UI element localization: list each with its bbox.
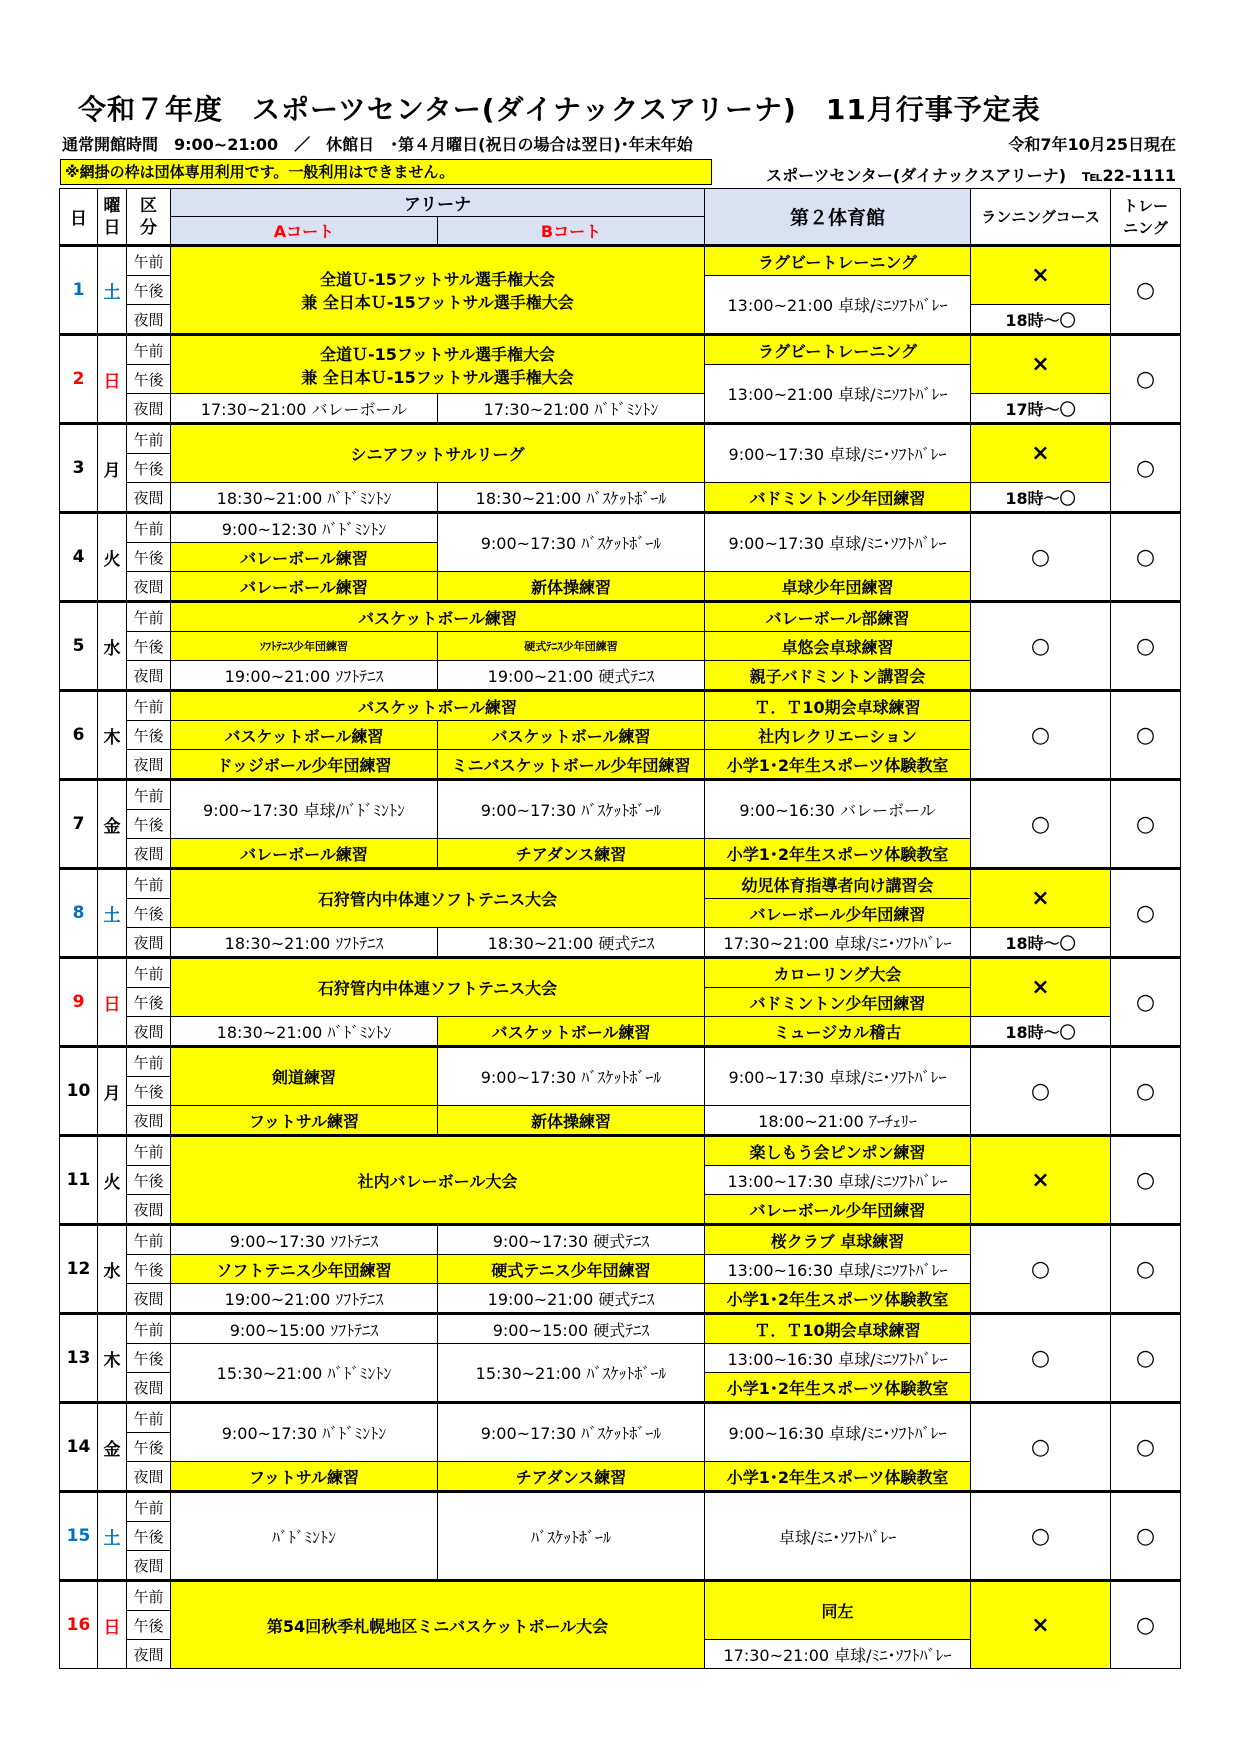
- court-a-night: 18:30~21:00 ｿﾌﾄﾃﾆｽ: [171, 928, 438, 958]
- running-status: ×: [971, 335, 1111, 394]
- period-label: 午前: [127, 1136, 171, 1166]
- day-number: 14: [60, 1403, 98, 1492]
- day-number: 11: [60, 1136, 98, 1225]
- running-status: ○: [971, 1403, 1111, 1492]
- training-status: ○: [1111, 513, 1181, 602]
- day-number: 12: [60, 1225, 98, 1314]
- court-b-night: 17:30~21:00 ﾊﾞﾄﾞﾐﾝﾄﾝ: [438, 394, 705, 424]
- arena-event: バスケットボール練習: [171, 602, 705, 632]
- table-row: [60, 246, 1181, 276]
- gym2-am: Ｔ．Ｔ10期会卓球練習: [705, 1314, 971, 1344]
- period-label: 午前: [127, 1047, 171, 1077]
- period-label: 午前: [127, 1403, 171, 1433]
- table-row: [60, 424, 1181, 454]
- period-label: 午後: [127, 1255, 171, 1284]
- table-row: [60, 780, 1181, 810]
- period-label: 夜間: [127, 1106, 171, 1136]
- running-status: ×: [971, 1136, 1111, 1225]
- table-row: [60, 513, 1181, 543]
- period-label: 夜間: [127, 839, 171, 869]
- arena-event: 石狩管内中体連ソフトテニス大会: [171, 869, 705, 928]
- arena-event: 社内バレーボール大会: [171, 1136, 705, 1225]
- col-court-a: Aコート: [171, 217, 438, 246]
- gym2-am: バレーボール部練習: [705, 602, 971, 632]
- period-label: 午後: [127, 1077, 171, 1106]
- court-b-pm: 硬式ﾃﾆｽ少年団練習: [438, 632, 705, 661]
- period-label: 午前: [127, 513, 171, 543]
- weekday: 木: [98, 1314, 127, 1403]
- opening-hours: 通常開館時間 9:00~21:00 ／ 休館日 ･第４月曜日(祝日の場合は翌日)･年末年始: [62, 135, 693, 154]
- day-number: 2: [60, 335, 98, 424]
- court-a-pm: ｿﾌﾄﾃﾆｽ少年団練習: [171, 632, 438, 661]
- col-day: 日: [60, 189, 98, 246]
- court-b-event: ﾊﾞｽｹｯﾄﾎﾞｰﾙ: [438, 1492, 705, 1581]
- court-a-night: ドッジボール少年団練習: [171, 750, 438, 780]
- arena-event: バスケットボール練習: [171, 691, 705, 721]
- gym2-am: 楽しもう会ピンポン練習: [705, 1136, 971, 1166]
- col-period: [127, 189, 171, 246]
- day-number: 13: [60, 1314, 98, 1403]
- weekday: 水: [98, 1225, 127, 1314]
- court-b-pm: 硬式テニス少年団練習: [438, 1255, 705, 1284]
- period-label: 午後: [127, 365, 171, 394]
- col-court-b: Bコート: [438, 217, 705, 246]
- training-status: ○: [1111, 424, 1181, 513]
- running-status: ×: [971, 246, 1111, 305]
- period-label: 夜間: [127, 305, 171, 335]
- col-training-label: トレー ニング: [1123, 196, 1169, 237]
- table-row: [60, 1047, 1181, 1077]
- gym2-event: 卓球/ﾐﾆ･ｿﾌﾄﾊﾞﾚｰ: [705, 1492, 971, 1581]
- period-label: 午前: [127, 1492, 171, 1522]
- court-a-pm: バスケットボール練習: [171, 721, 438, 750]
- day-number: 10: [60, 1047, 98, 1136]
- training-status: ○: [1111, 1225, 1181, 1314]
- table-row: [60, 602, 1181, 632]
- period-label: 午前: [127, 1225, 171, 1255]
- weekday: 月: [98, 424, 127, 513]
- weekday: 水: [98, 602, 127, 691]
- col-weekday: [98, 189, 127, 246]
- period-label: 午後: [127, 1522, 171, 1551]
- training-status: ○: [1111, 958, 1181, 1047]
- gym2-night: 18:00~21:00 ｱｰﾁｪﾘｰ: [705, 1106, 971, 1136]
- period-label: 午後: [127, 454, 171, 483]
- gym2-night: ミュージカル稽古: [705, 1017, 971, 1047]
- day-number: 3: [60, 424, 98, 513]
- weekday: 金: [98, 1403, 127, 1492]
- training-status: ○: [1111, 1314, 1181, 1403]
- running-status: ×: [971, 869, 1111, 928]
- gym2-pm: バレーボール少年団練習: [705, 899, 971, 928]
- court-a-night: 17:30~21:00 バレーボール: [171, 394, 438, 424]
- court-b-night: 18:30~21:00 硬式ﾃﾆｽ: [438, 928, 705, 958]
- court-a-night: 19:00~21:00 ｿﾌﾄﾃﾆｽ: [171, 661, 438, 691]
- period-label: 夜間: [127, 1551, 171, 1581]
- court-a-pm: バレーボール練習: [171, 543, 438, 572]
- arena-event: 石狩管内中体連ソフトテニス大会: [171, 958, 705, 1017]
- table-row: [60, 1492, 1181, 1522]
- court-b-pmnight: 15:30~21:00 ﾊﾞｽｹｯﾄﾎﾞｰﾙ: [438, 1344, 705, 1403]
- running-status: ×: [971, 424, 1111, 483]
- gym2-night: 小学1･2年生スポーツ体験教室: [705, 839, 971, 869]
- col-running: ランニングコース: [971, 189, 1111, 246]
- table-row: [60, 335, 1181, 365]
- table-row: [60, 1581, 1181, 1611]
- period-label: 午前: [127, 246, 171, 276]
- gym2-am: ラグビートレーニング: [705, 335, 971, 365]
- day-number: 4: [60, 513, 98, 602]
- gym2-pmnight: 13:00~21:00 卓球/ﾐﾆｿﾌﾄﾊﾞﾚｰ: [705, 365, 971, 424]
- table-row: [60, 1136, 1181, 1166]
- arena-event: 全道Ｕ-15フットサル選手権大会 兼 全日本Ｕ-15フットサル選手権大会: [171, 335, 705, 394]
- col-period-label: 区 分: [140, 195, 157, 238]
- gym2-am: Ｔ．Ｔ10期会卓球練習: [705, 691, 971, 721]
- schedule-table: [59, 188, 1181, 1669]
- gym2-pm: 13:00~16:30 卓球/ﾐﾆｿﾌﾄﾊﾞﾚｰ: [705, 1255, 971, 1284]
- court-b-ampm: 9:00~17:30 ﾊﾞｽｹｯﾄﾎﾞｰﾙ: [438, 1403, 705, 1462]
- contact-info: スポーツセンター(ダイナックスアリーナ) ℡22-1111: [766, 166, 1176, 185]
- court-a-event: ﾊﾞﾄﾞﾐﾝﾄﾝ: [171, 1492, 438, 1581]
- gym2-pm: バドミントン少年団練習: [705, 988, 971, 1017]
- court-a-night: フットサル練習: [171, 1462, 438, 1492]
- period-label: 夜間: [127, 483, 171, 513]
- court-b-ampm: 9:00~17:30 ﾊﾞｽｹｯﾄﾎﾞｰﾙ: [438, 780, 705, 839]
- court-b-pm: バスケットボール練習: [438, 721, 705, 750]
- as-of-date: 令和7年10月25日現在: [1008, 135, 1176, 154]
- court-a-night: 18:30~21:00 ﾊﾞﾄﾞﾐﾝﾄﾝ: [171, 483, 438, 513]
- period-label: 午前: [127, 869, 171, 899]
- gym2-ampm: 9:00~17:30 卓球/ﾐﾆ･ｿﾌﾄﾊﾞﾚｰ: [705, 424, 971, 483]
- court-a-night: バレーボール練習: [171, 572, 438, 602]
- running-status: ○: [971, 1492, 1111, 1581]
- period-label: 夜間: [127, 928, 171, 958]
- gym2-am: ラグビートレーニング: [705, 246, 971, 276]
- gym2-am: 桜クラブ 卓球練習: [705, 1225, 971, 1255]
- period-label: 夜間: [127, 1195, 171, 1225]
- running-status: ○: [971, 1225, 1111, 1314]
- training-status: ○: [1111, 1136, 1181, 1225]
- period-label: 午後: [127, 543, 171, 572]
- training-status: ○: [1111, 1492, 1181, 1581]
- gym2-pmnight: 13:00~21:00 卓球/ﾐﾆｿﾌﾄﾊﾞﾚｰ: [705, 276, 971, 335]
- court-b-night: 新体操練習: [438, 1106, 705, 1136]
- gym2-night: バレーボール少年団練習: [705, 1195, 971, 1225]
- court-b-night: 19:00~21:00 硬式ﾃﾆｽ: [438, 1284, 705, 1314]
- schedule-body: [60, 246, 1181, 1669]
- court-a-ampm: 9:00~17:30 ﾊﾞﾄﾞﾐﾝﾄﾝ: [171, 1403, 438, 1462]
- period-label: 夜間: [127, 1640, 171, 1669]
- period-label: 午後: [127, 276, 171, 305]
- court-b-night: 18:30~21:00 ﾊﾞｽｹｯﾄﾎﾞｰﾙ: [438, 483, 705, 513]
- training-status: ○: [1111, 780, 1181, 869]
- period-label: 夜間: [127, 1462, 171, 1492]
- court-b-ampm: 9:00~17:30 ﾊﾞｽｹｯﾄﾎﾞｰﾙ: [438, 1047, 705, 1106]
- day-number: 7: [60, 780, 98, 869]
- gym2-pm: 卓悠会卓球練習: [705, 632, 971, 661]
- gym2-ampm: 9:00~17:30 卓球/ﾐﾆ･ｿﾌﾄﾊﾞﾚｰ: [705, 513, 971, 572]
- running-status: ○: [971, 780, 1111, 869]
- running-status: ○: [971, 1314, 1111, 1403]
- arena-event: 第54回秋季札幌地区ミニバスケットボール大会: [171, 1581, 705, 1669]
- court-b-am: 9:00~17:30 硬式ﾃﾆｽ: [438, 1225, 705, 1255]
- court-a-night: 19:00~21:00 ｿﾌﾄﾃﾆｽ: [171, 1284, 438, 1314]
- gym2-night: 小学1･2年生スポーツ体験教室: [705, 1284, 971, 1314]
- arena-event: シニアフットサルリーグ: [171, 424, 705, 483]
- gym2-night: 17:30~21:00 卓球/ﾐﾆ･ｿﾌﾄﾊﾞﾚｰ: [705, 928, 971, 958]
- court-b-night: チアダンス練習: [438, 839, 705, 869]
- court-a-ampm: 剣道練習: [171, 1047, 438, 1106]
- gym2-am: カローリング大会: [705, 958, 971, 988]
- shaded-cell-note: ※網掛の枠は団体専用利用です。一般利用はできません。: [60, 159, 712, 185]
- weekday: 月: [98, 1047, 127, 1136]
- day-number: 5: [60, 602, 98, 691]
- training-status: ○: [1111, 335, 1181, 424]
- running-night: 18時～〇: [971, 483, 1111, 513]
- running-status: ○: [971, 513, 1111, 602]
- table-row: [60, 1225, 1181, 1255]
- court-b-night: 19:00~21:00 硬式ﾃﾆｽ: [438, 661, 705, 691]
- court-b-ampm: 9:00~17:30 ﾊﾞｽｹｯﾄﾎﾞｰﾙ: [438, 513, 705, 572]
- court-b-night: チアダンス練習: [438, 1462, 705, 1492]
- running-status: ×: [971, 1581, 1111, 1669]
- period-label: 午前: [127, 691, 171, 721]
- table-row: [60, 1403, 1181, 1433]
- running-status: ×: [971, 958, 1111, 1017]
- day-number: 6: [60, 691, 98, 780]
- weekday: 土: [98, 869, 127, 958]
- court-a-am: 9:00~15:00 ｿﾌﾄﾃﾆｽ: [171, 1314, 438, 1344]
- table-row: [60, 1314, 1181, 1344]
- period-label: 午後: [127, 1166, 171, 1195]
- col-gym2: 第２体育館: [705, 189, 971, 246]
- running-night: 18時～〇: [971, 305, 1111, 335]
- period-label: 夜間: [127, 394, 171, 424]
- col-arena: アリーナ: [171, 189, 705, 217]
- period-label: 午前: [127, 780, 171, 810]
- training-status: ○: [1111, 246, 1181, 335]
- table-row: [60, 958, 1181, 988]
- period-label: 午後: [127, 1433, 171, 1462]
- period-label: 午後: [127, 632, 171, 661]
- period-label: 午前: [127, 1314, 171, 1344]
- weekday: 土: [98, 1492, 127, 1581]
- period-label: 午後: [127, 899, 171, 928]
- weekday: 日: [98, 1581, 127, 1669]
- running-status: ○: [971, 602, 1111, 691]
- period-label: 夜間: [127, 572, 171, 602]
- gym2-pm: 13:00~16:30 卓球/ﾐﾆｿﾌﾄﾊﾞﾚｰ: [705, 1344, 971, 1373]
- period-label: 夜間: [127, 750, 171, 780]
- col-training: [1111, 189, 1181, 246]
- running-status: ○: [971, 691, 1111, 780]
- table-row: [60, 1017, 1181, 1047]
- page-title: 令和７年度 スポーツセンター(ダイナックスアリーナ) 11月行事予定表: [78, 93, 1041, 126]
- gym2-ampm: 同左: [705, 1581, 971, 1640]
- gym2-ampm: 9:00~17:30 卓球/ﾐﾆ･ｿﾌﾄﾊﾞﾚｰ: [705, 1047, 971, 1106]
- gym2-night: 親子バドミントン講習会: [705, 661, 971, 691]
- weekday: 火: [98, 513, 127, 602]
- day-number: 8: [60, 869, 98, 958]
- period-label: 夜間: [127, 661, 171, 691]
- running-night: 18時～〇: [971, 928, 1111, 958]
- weekday: 木: [98, 691, 127, 780]
- table-row: [60, 691, 1181, 721]
- training-status: ○: [1111, 1403, 1181, 1492]
- table-row: [60, 869, 1181, 899]
- gym2-night: 小学1･2年生スポーツ体験教室: [705, 1373, 971, 1403]
- day-number: 9: [60, 958, 98, 1047]
- period-label: 夜間: [127, 1284, 171, 1314]
- gym2-pm: 13:00~17:30 卓球/ﾐﾆｿﾌﾄﾊﾞﾚｰ: [705, 1166, 971, 1195]
- gym2-ampm: 9:00~16:30 バレーボール: [705, 780, 971, 839]
- period-label: 午前: [127, 602, 171, 632]
- court-a-ampm: 9:00~17:30 卓球/ﾊﾞﾄﾞﾐﾝﾄﾝ: [171, 780, 438, 839]
- period-label: 午前: [127, 424, 171, 454]
- gym2-night: 17:30~21:00 卓球/ﾐﾆ･ｿﾌﾄﾊﾞﾚｰ: [705, 1640, 971, 1669]
- period-label: 午後: [127, 810, 171, 839]
- court-a-am: 9:00~12:30 ﾊﾞﾄﾞﾐﾝﾄﾝ: [171, 513, 438, 543]
- running-night: 17時～〇: [971, 394, 1111, 424]
- court-b-night: ミニバスケットボール少年団練習: [438, 750, 705, 780]
- weekday: 金: [98, 780, 127, 869]
- period-label: 午後: [127, 988, 171, 1017]
- weekday: 日: [98, 335, 127, 424]
- period-label: 夜間: [127, 1017, 171, 1047]
- period-label: 夜間: [127, 1373, 171, 1403]
- gym2-night: 小学1･2年生スポーツ体験教室: [705, 1462, 971, 1492]
- day-number: 16: [60, 1581, 98, 1669]
- weekday: 火: [98, 1136, 127, 1225]
- table-row: [60, 394, 1181, 424]
- gym2-night: バドミントン少年団練習: [705, 483, 971, 513]
- gym2-night: 卓球少年団練習: [705, 572, 971, 602]
- court-a-night: フットサル練習: [171, 1106, 438, 1136]
- arena-event: 全道Ｕ-15フットサル選手権大会 兼 全日本Ｕ-15フットサル選手権大会: [171, 246, 705, 335]
- day-number: 1: [60, 246, 98, 335]
- court-b-night: 新体操練習: [438, 572, 705, 602]
- training-status: ○: [1111, 1047, 1181, 1136]
- court-a-night: 18:30~21:00 ﾊﾞﾄﾞﾐﾝﾄﾝ: [171, 1017, 438, 1047]
- period-label: 午前: [127, 335, 171, 365]
- gym2-ampm: 9:00~16:30 卓球/ﾐﾆ･ｿﾌﾄﾊﾞﾚｰ: [705, 1403, 971, 1462]
- court-a-am: 9:00~17:30 ｿﾌﾄﾃﾆｽ: [171, 1225, 438, 1255]
- court-a-night: バレーボール練習: [171, 839, 438, 869]
- gym2-am: 幼児体育指導者向け講習会: [705, 869, 971, 899]
- training-status: ○: [1111, 1581, 1181, 1669]
- col-weekday-label: 曜 日: [103, 195, 121, 238]
- day-number: 15: [60, 1492, 98, 1581]
- weekday: 日: [98, 958, 127, 1047]
- court-a-pmnight: 15:30~21:00 ﾊﾞﾄﾞﾐﾝﾄﾝ: [171, 1344, 438, 1403]
- period-label: 午前: [127, 1581, 171, 1611]
- running-status: ○: [971, 1047, 1111, 1136]
- training-status: ○: [1111, 602, 1181, 691]
- table-row: [60, 928, 1181, 958]
- weekday: 土: [98, 246, 127, 335]
- training-status: ○: [1111, 691, 1181, 780]
- court-b-am: 9:00~15:00 硬式ﾃﾆｽ: [438, 1314, 705, 1344]
- period-label: 午前: [127, 958, 171, 988]
- court-b-night: バスケットボール練習: [438, 1017, 705, 1047]
- period-label: 午後: [127, 1344, 171, 1373]
- running-night: 18時～〇: [971, 1017, 1111, 1047]
- court-a-pm: ソフトテニス少年団練習: [171, 1255, 438, 1284]
- training-status: ○: [1111, 869, 1181, 958]
- period-label: 午後: [127, 1611, 171, 1640]
- gym2-pm: 社内レクリエーション: [705, 721, 971, 750]
- table-row: [60, 483, 1181, 513]
- gym2-night: 小学1･2年生スポーツ体験教室: [705, 750, 971, 780]
- period-label: 午後: [127, 721, 171, 750]
